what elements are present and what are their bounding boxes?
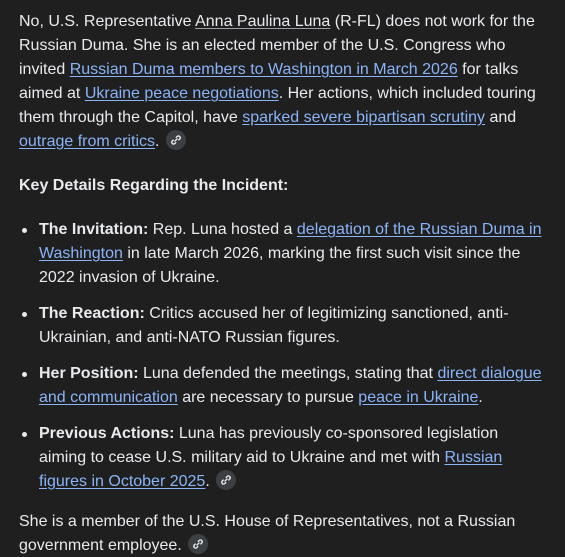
- list-item-previous-actions: [39, 422, 549, 494]
- item-text: Luna has previously co-sponsored legislation aiming to cease U.S. military aid to Ukraine and met with: [39, 425, 499, 466]
- item-text: in late March 2026, marking the first such visit since the 2022 invasion of Ukraine.: [39, 245, 521, 286]
- list-item-position: [39, 362, 549, 410]
- intro-text: and: [485, 109, 517, 126]
- item-text: .: [205, 473, 210, 490]
- item-label: Previous Actions:: [39, 425, 175, 442]
- intro-text: .: [155, 133, 160, 150]
- link-icon: [170, 134, 182, 146]
- link-russian-figures-october-2025[interactable]: Russian figures in October 2025: [39, 449, 503, 490]
- link-peace-in-ukraine[interactable]: peace in Ukraine: [358, 389, 479, 406]
- source-link-chip[interactable]: [166, 130, 186, 150]
- intro-paragraph: [19, 10, 549, 154]
- item-label: The Reaction:: [39, 305, 145, 322]
- item-text: Critics accused her of legitimizing sanctioned, anti-Ukrainian, and anti-NATO Russian figures.: [39, 305, 509, 346]
- link-duma-delegation[interactable]: delegation of the Russian Duma in Washington: [39, 221, 542, 262]
- item-text: are necessary to pursue: [177, 389, 359, 406]
- item-label: The Invitation:: [39, 221, 149, 238]
- link-direct-dialogue[interactable]: direct dialogue and communication: [39, 365, 542, 406]
- source-link-chip[interactable]: [188, 534, 208, 554]
- link-duma-members-washington[interactable]: Russian Duma members to Washington in March 2026: [69, 61, 458, 78]
- intro-text: for talks aimed at: [19, 61, 519, 102]
- source-link-chip[interactable]: [216, 470, 236, 490]
- list-item-reaction: [39, 302, 549, 350]
- item-text: Rep. Luna hosted a: [148, 221, 297, 238]
- item-text: Luna defended the meetings, stating that: [138, 365, 438, 382]
- intro-text: No, U.S. Representative: [19, 13, 196, 30]
- key-details-list: [19, 218, 549, 494]
- link-icon: [192, 538, 204, 550]
- link-bipartisan-scrutiny[interactable]: sparked severe bipartisan scrutiny: [242, 109, 486, 126]
- link-outrage-from-critics[interactable]: outrage from critics: [19, 133, 156, 150]
- link-icon: [220, 474, 232, 486]
- list-item-invitation: [39, 218, 549, 290]
- intro-text: . Her actions, which included touring them through the Capitol, have: [19, 85, 536, 126]
- closing-paragraph: [19, 510, 549, 557]
- item-text: .: [478, 389, 483, 406]
- item-label: Her Position:: [39, 365, 139, 382]
- entity-name-anna-paulina-luna[interactable]: Anna Paulina Luna: [195, 13, 331, 30]
- intro-text: (R-FL) does not work for the Russian Duma. She is an elected member of the U.S. Congress who invited: [19, 13, 535, 78]
- closing-text: She is a member of the U.S. House of Representatives, not a Russian government employee.: [19, 513, 516, 554]
- section-heading: Key Details Regarding the Incident:: [19, 177, 289, 194]
- link-ukraine-peace-negotiations[interactable]: Ukraine peace negotiations: [84, 85, 279, 102]
